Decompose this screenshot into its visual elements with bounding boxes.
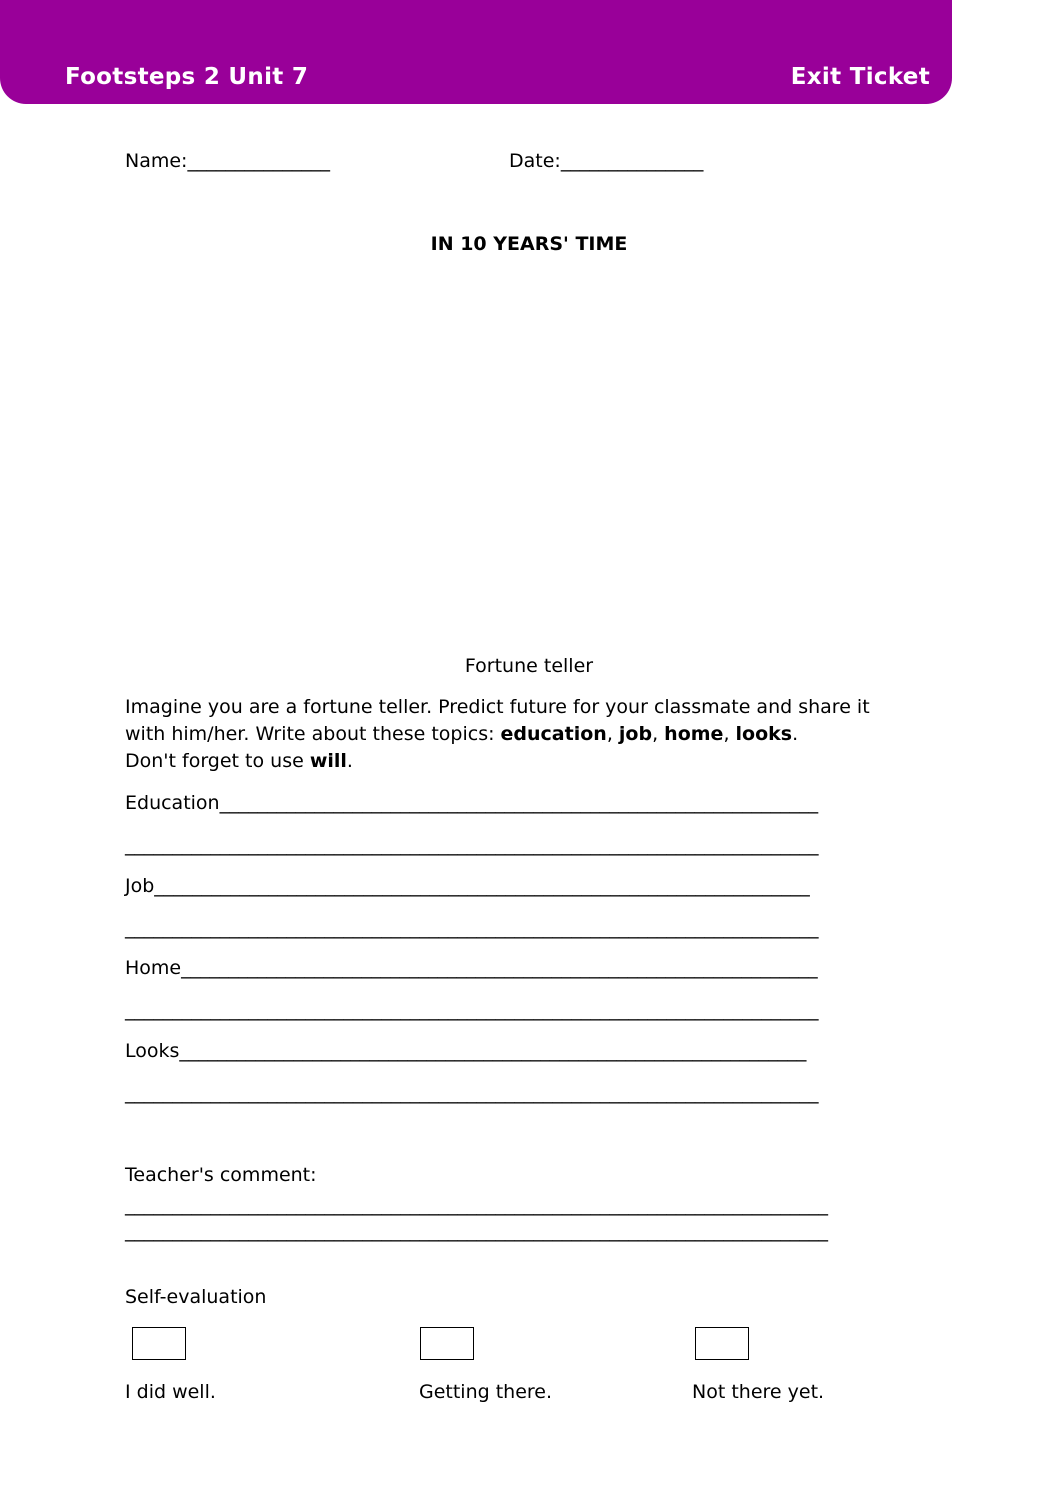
self-evaluation-title: Self-evaluation [125,1286,267,1308]
keyword-home: home [664,723,724,745]
getting-there-checkbox[interactable] [420,1327,474,1360]
instructions-line-2: with him/her. Write about these topics: education, job, home, looks. [125,723,799,745]
teacher-comment-label: Teacher's comment: [125,1164,317,1186]
unit-title: Footsteps 2 Unit 7 [65,64,309,90]
instructions-line-1: Imagine you are a fortune teller. Predict future for your classmate and share it [125,696,870,718]
keyword-looks: looks [735,723,793,745]
keyword-job: job [618,723,653,745]
did-well-checkbox[interactable] [132,1327,186,1360]
teacher-comment-line-1[interactable]: __________________________________________________________________________ [125,1194,828,1216]
page-title: IN 10 YEARS' TIME [430,233,628,255]
education-extra-line[interactable]: _________________________________________________________________________ [125,834,819,856]
did-well-label: I did well. [125,1381,216,1403]
exit-ticket-title: Exit Ticket [790,64,930,90]
header-bar [0,0,952,104]
job-line[interactable]: Job_____________________________________________________________________ [125,875,810,897]
not-there-yet-label: Not there yet. [692,1381,825,1403]
date-field[interactable]: Date:_______________ [509,150,704,172]
name-field[interactable]: Name:_______________ [125,150,330,172]
keyword-education: education [500,723,607,745]
education-line[interactable]: Education_______________________________________________________________ [125,792,819,814]
getting-there-label: Getting there. [419,1381,553,1403]
instructions [125,694,955,775]
home-line[interactable]: Home___________________________________________________________________ [125,957,818,979]
looks-extra-line[interactable]: _________________________________________________________________________ [125,1082,819,1104]
looks-line[interactable]: Looks__________________________________________________________________ [125,1040,807,1062]
job-extra-line[interactable]: _________________________________________________________________________ [125,917,819,939]
keyword-will: will [309,750,347,772]
not-there-yet-checkbox[interactable] [695,1327,749,1360]
instructions-line-3: Don't forget to use will. [125,750,353,772]
section-title: Fortune teller [464,655,594,677]
teacher-comment-line-2[interactable]: __________________________________________________________________________ [125,1220,828,1242]
home-extra-line[interactable]: _________________________________________________________________________ [125,999,819,1021]
